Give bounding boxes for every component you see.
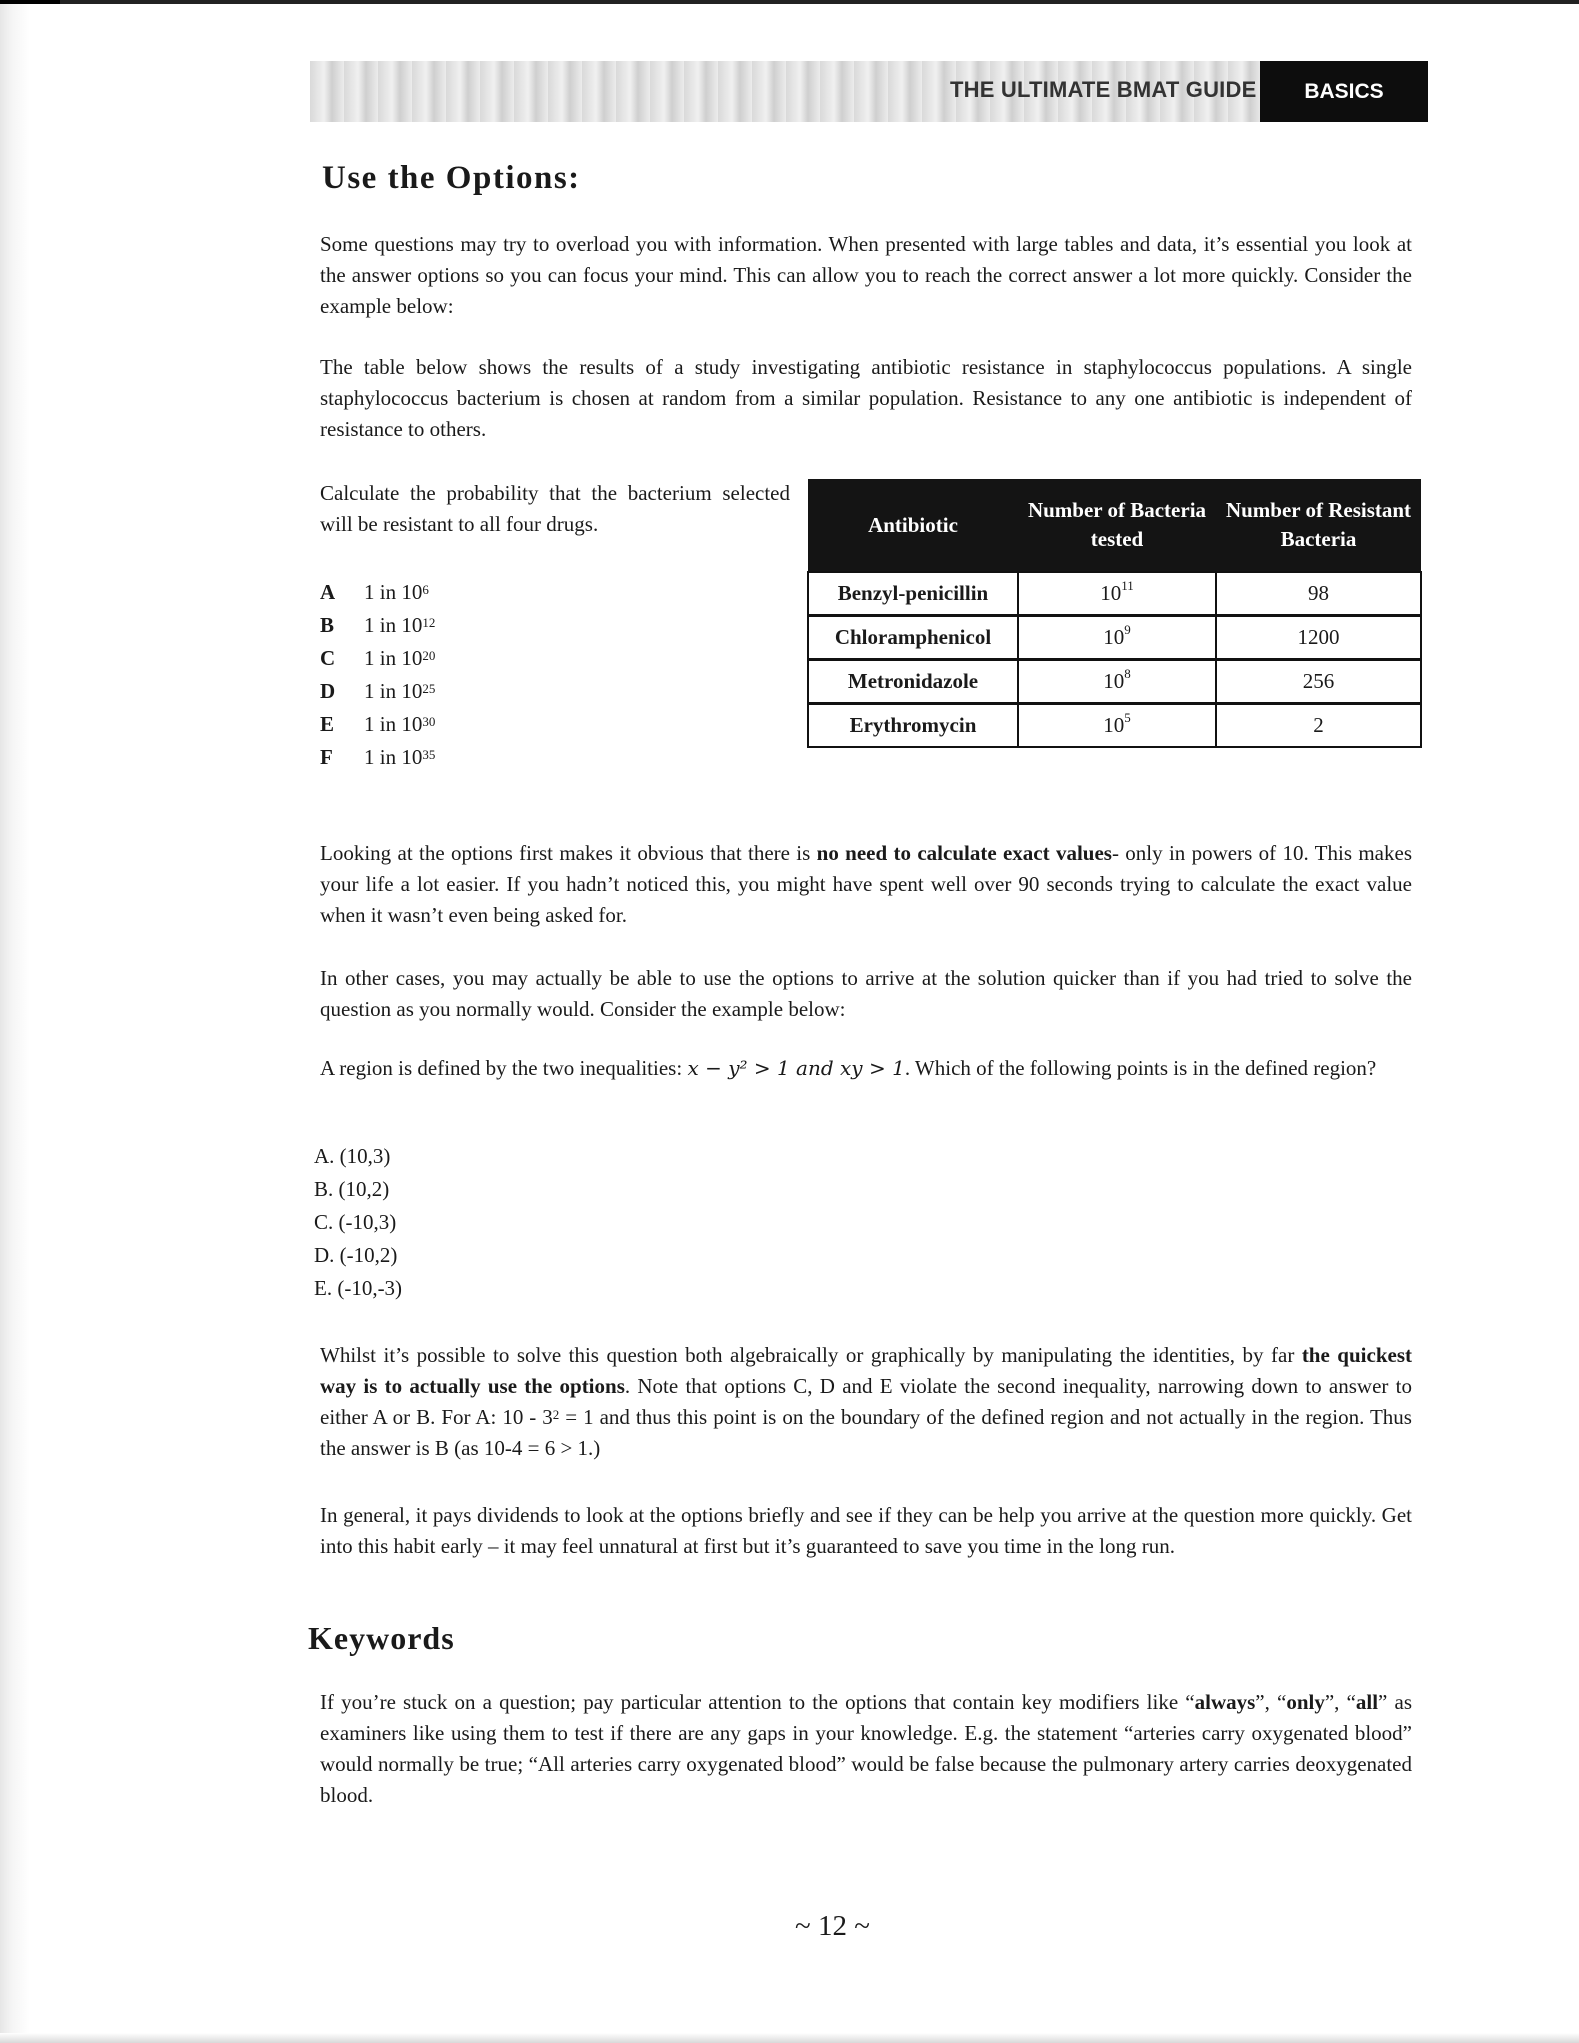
answer-option: B 1 in 10 12 (320, 613, 436, 637)
antibiotic-name: Chloramphenicol (808, 616, 1018, 660)
scan-edge (0, 0, 42, 2043)
page-number: ~ 12 ~ (795, 1910, 870, 1942)
resistant-count: 1200 (1216, 616, 1421, 660)
answer-options-list (320, 576, 435, 774)
point-options-list (314, 1140, 402, 1305)
table-row (808, 704, 1421, 748)
table-row (808, 572, 1421, 616)
column-header: Number of Resistant Bacteria (1216, 479, 1421, 572)
bacteria-tested: $10^8$ (1018, 660, 1216, 704)
point-option: C. (-10,3) (314, 1210, 397, 1234)
bacteria-tested: $10^5$ (1018, 704, 1216, 748)
point-option: A. (10,3) (314, 1144, 391, 1168)
antibiotic-resistance-table (807, 479, 1422, 748)
other-cases-paragraph: In other cases, you may actually be able to use the options to arrive at the solution quicker than if you had tried to solve the question as you normally would. Consider the example below: (320, 966, 1412, 1021)
keywords-paragraph: If you’re stuck on a question; pay particular attention to the options that contain key modifiers like “always”, “only”, “all” as examiners like using them to test if there are any gaps in your knowledge. E.g. the statement “arteries carry oxygenated blood” would normally be true; “All arteries carry oxygenated blood” would be false because the pulmonary artery carries deoxygenated blood. (320, 1690, 1412, 1807)
point-option: B. (10,2) (314, 1177, 390, 1201)
answer-option: F 1 in 10 35 (320, 745, 436, 769)
point-option: E. (-10,-3) (314, 1276, 403, 1300)
solution-paragraph: Whilst it’s possible to solve this question both algebraically or graphically by manipulating the identities, by far the quickest way is to actually use the options. Note that options C, D and E violate the second inequality, narrowing down to answer to either A or B. For A: $10 - 3^2 = 1$ and thus this point is on the boundary of the defined region and not actually in the region. Thus the answer is B (as 10-4 = 6 > 1.) (320, 1343, 1412, 1460)
resistant-count: 2 (1216, 704, 1421, 748)
answer-option: D 1 in 10 25 (320, 679, 436, 703)
scan-top-edge (0, 0, 1579, 4)
intro-paragraph: Some questions may try to overload you with information. When presented with large tables and data, it’s essential you look at the answer options so you can focus your mind. This can allow you to reach the correct answer a lot more quickly. Consider the example below: (320, 232, 1412, 318)
column-header: Number of Bacteria tested (1018, 479, 1216, 572)
bacteria-tested: $10^9$ (1018, 616, 1216, 660)
section-heading-use-options: Use the Options: (322, 160, 581, 196)
section-heading-keywords: Keywords (308, 1620, 455, 1656)
antibiotic-name: Metronidazole (808, 660, 1018, 704)
example-intro-paragraph: The table below shows the results of a study investigating antibiotic resistance in staphylococcus populations. A single staphylococcus bacterium is chosen at random from a similar population. Resistance to any one antibiotic is independent of resistance to others. (320, 355, 1412, 441)
options-first-paragraph: Looking at the options first makes it obvious that there is no need to calculate exact values- only in powers of 10. This makes your life a lot easier. If you hadn’t noticed this, you might have spent well over 90 seconds trying to calculate the exact value when it wasn’t even being asked for. (320, 841, 1412, 927)
general-advice-paragraph: In general, it pays dividends to look at the options briefly and see if they can be help you arrive at the question more quickly. Get into this habit early – it may feel unnatural at first but it’s guaranteed to save you time in the long run. (320, 1503, 1412, 1558)
answer-option: A 1 in 10 6 (320, 580, 429, 604)
table-row (808, 616, 1421, 660)
question-prompt: Calculate the probability that the bacterium selected will be resistant to all four drugs. (320, 481, 790, 536)
page-header-banner (310, 61, 1428, 122)
scan-corner-mark (0, 0, 60, 4)
table-header-row (808, 479, 1421, 572)
antibiotic-name: Benzyl-penicillin (808, 572, 1018, 616)
point-option: D. (-10,2) (314, 1243, 398, 1267)
answer-option: E 1 in 10 30 (320, 712, 436, 736)
table-row (808, 660, 1421, 704)
resistant-count: 256 (1216, 660, 1421, 704)
book-title: THE ULTIMATE BMAT GUIDE (950, 77, 1257, 102)
section-tab: BASICS (1260, 61, 1428, 122)
column-header: Antibiotic (808, 479, 1018, 572)
bacteria-tested: $10^{11}$ (1018, 572, 1216, 616)
scan-bottom-edge (0, 2033, 1579, 2043)
antibiotic-name: Erythromycin (808, 704, 1018, 748)
resistant-count: 98 (1216, 572, 1421, 616)
region-question-paragraph: A region is defined by the two inequalities: x − y² > 1 and xy > 1. Which of the following points is in the defined region? (320, 1056, 1377, 1080)
answer-option: C 1 in 10 20 (320, 646, 436, 670)
